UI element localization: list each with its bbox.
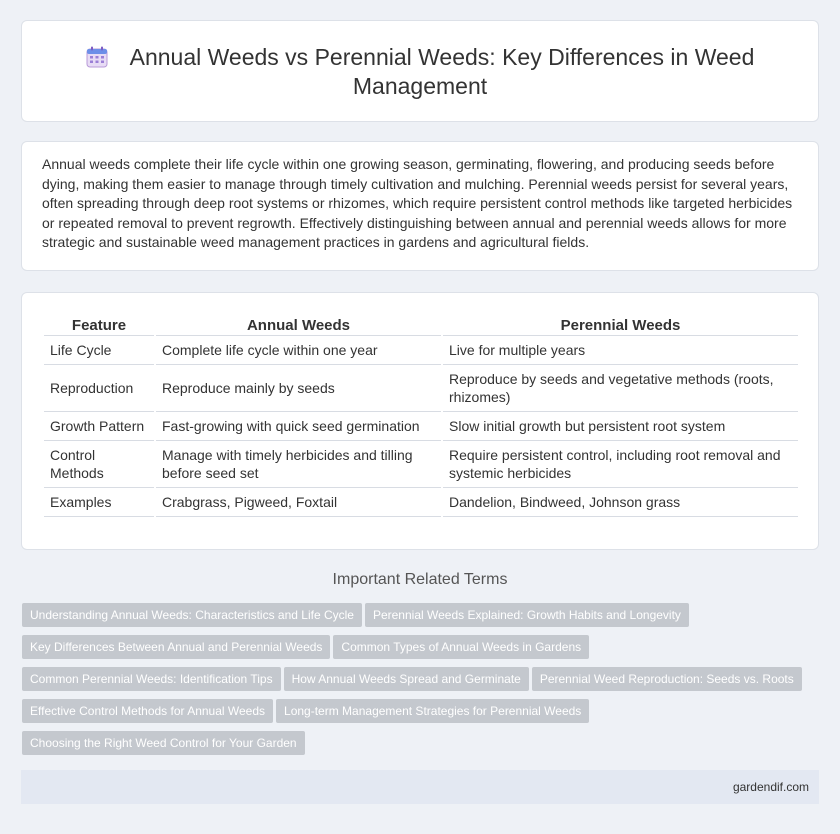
related-term-link[interactable]: Effective Control Methods for Annual Weeds xyxy=(22,699,273,723)
table-row xyxy=(44,488,798,517)
table-cell: Require persistent control, including root removal and systemic herbicides xyxy=(443,441,798,488)
table-row xyxy=(44,365,798,412)
table-row xyxy=(44,336,798,365)
footer-site-link[interactable]: gardendif.com xyxy=(732,780,809,794)
comparison-table xyxy=(42,313,800,517)
related-term-link[interactable]: How Annual Weeds Spread and Germinate xyxy=(284,667,529,691)
table-cell: Control Methods xyxy=(44,441,154,488)
related-term-link[interactable]: Understanding Annual Weeds: Characteristics and Life Cycle xyxy=(22,603,362,627)
table-cell: Manage with timely herbicides and tilling before seed set xyxy=(156,441,441,488)
table-row xyxy=(44,441,798,488)
comparison-card xyxy=(21,292,819,550)
related-term-link[interactable]: Choosing the Right Weed Control for Your Garden xyxy=(22,731,305,755)
header-annual: Annual Weeds xyxy=(156,313,441,336)
table-cell: Reproduce mainly by seeds xyxy=(156,365,441,412)
table-cell: Slow initial growth but persistent root system xyxy=(443,412,798,441)
header-feature: Feature xyxy=(44,313,154,336)
page-title-wrap xyxy=(22,43,818,101)
table-cell: Growth Pattern xyxy=(44,412,154,441)
related-terms-list xyxy=(22,603,822,763)
related-term-link[interactable]: Key Differences Between Annual and Perennial Weeds xyxy=(22,635,330,659)
table-cell: Dandelion, Bindweed, Johnson grass xyxy=(443,488,798,517)
table-cell: Reproduction xyxy=(44,365,154,412)
related-term-link[interactable]: Common Perennial Weeds: Identification Tips xyxy=(22,667,281,691)
title-card xyxy=(21,20,819,122)
table-cell: Crabgrass, Pigweed, Foxtail xyxy=(156,488,441,517)
table-cell: Life Cycle xyxy=(44,336,154,365)
related-term-link[interactable]: Long-term Management Strategies for Perennial Weeds xyxy=(276,699,589,723)
intro-paragraph: Annual weeds complete their life cycle within one growing season, germinating, flowering, and producing seeds before dying, making them easier to manage through timely cultivation and mulching. Perennial weeds persist for several years, often spreading through deep root systems or rhizomes, which require persistent control methods like targeted herbicides or repeated removal to prevent regrowth. Effectively distinguishing between annual and perennial weeds allows for more strategic and sustainable weed management practices in gardens and agricultural fields. xyxy=(42,156,793,251)
related-terms-heading: Important Related Terms xyxy=(332,571,508,588)
footer xyxy=(21,770,819,804)
table-cell: Live for multiple years xyxy=(443,336,798,365)
related-term-link[interactable]: Common Types of Annual Weeds in Gardens xyxy=(333,635,589,659)
calendar-icon xyxy=(86,46,108,68)
table-row xyxy=(44,412,798,441)
related-term-link[interactable]: Perennial Weeds Explained: Growth Habits and Longevity xyxy=(365,603,689,627)
table-cell: Fast-growing with quick seed germination xyxy=(156,412,441,441)
table-cell: Examples xyxy=(44,488,154,517)
page-title: Annual Weeds vs Perennial Weeds: Key Differences in Weed Management xyxy=(129,44,755,99)
table-cell: Reproduce by seeds and vegetative methods (roots, rhizomes) xyxy=(443,365,798,412)
intro-card xyxy=(21,141,819,271)
table-header-row xyxy=(44,313,798,336)
related-term-link[interactable]: Perennial Weed Reproduction: Seeds vs. Roots xyxy=(532,667,802,691)
table-cell: Complete life cycle within one year xyxy=(156,336,441,365)
header-perennial: Perennial Weeds xyxy=(443,313,798,336)
